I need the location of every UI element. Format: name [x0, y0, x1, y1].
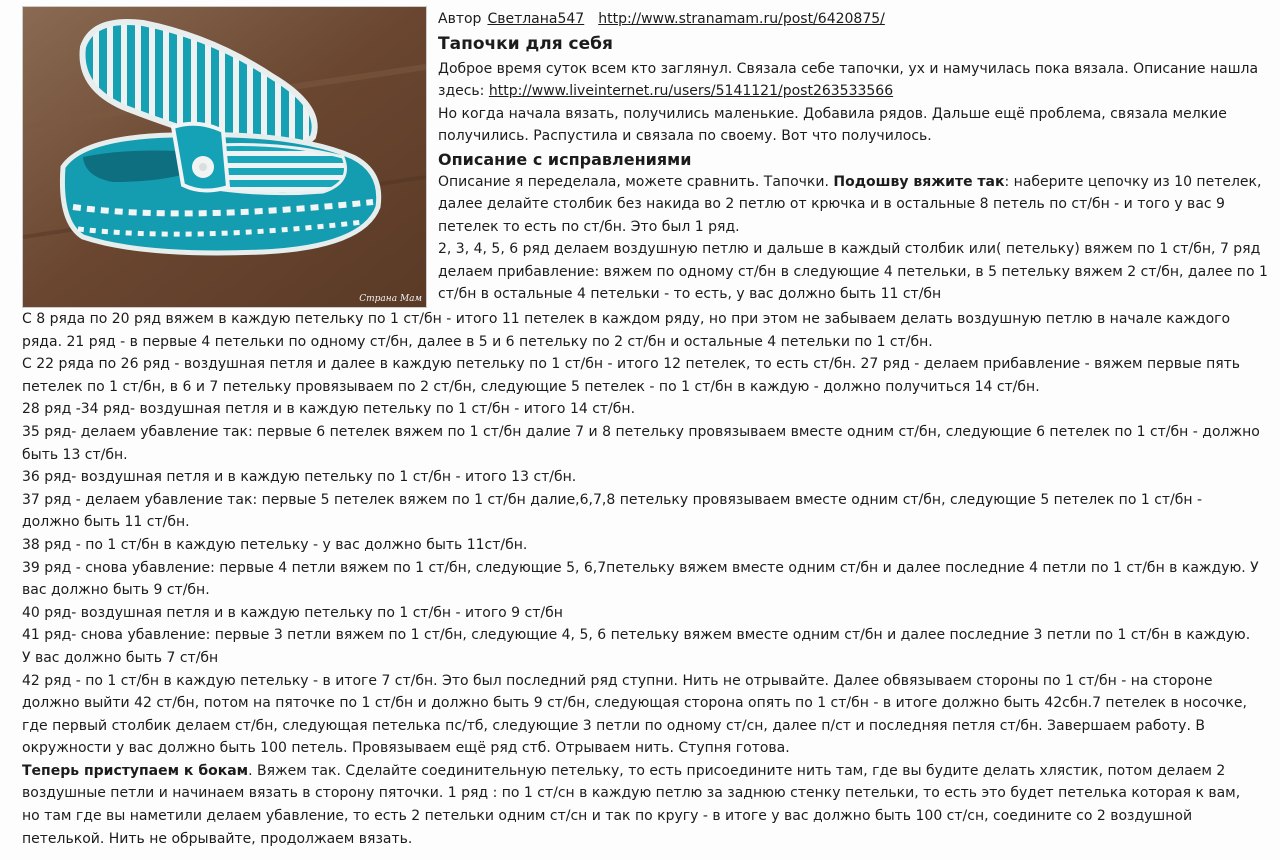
author-link[interactable]: Светлана547: [487, 11, 585, 27]
intro-paragraph: [438, 58, 1268, 103]
final-bold: Теперь приступаем к бокам: [22, 762, 249, 779]
row-paragraph: 36 ряд- воздушная петля и в каждую петельку по 1 ст/бн - итого 13 ст/бн.: [22, 469, 577, 486]
section-title: Описание с исправлениями: [438, 149, 692, 169]
row-paragraph: 28 ряд -34 ряд- воздушная петля и в каждую петельку по 1 ст/бн - итого 14 ст/бн.: [22, 401, 636, 418]
row-paragraph: 41 ряд- снова убавление: первые 3 петли вяжем по 1 ст/бн, следующие 4, 5, 6 петельку вяжем вместе одним ст/бн и далее последние 3 петли по 1 ст/бн в каждую. У вас должно быть 7 ст/бн: [22, 627, 1251, 666]
intro-paragraph-2: Но когда начала вязать, получились маленькие. Добавила рядов. Дальше ещё проблема, связала мелкие получились. Распустила и связала по своему. Вот что получилось.: [438, 105, 1227, 144]
final-paragraph: [22, 760, 1262, 850]
row-paragraph: 38 ряд - по 1 ст/бн в каждую петельку - у вас должно быть 11ст/бн.: [22, 536, 528, 553]
row-paragraph: 37 ряд - делаем убавление так: первые 5 петелек вяжем по 1 ст/бн далие,6,7,8 петельку провязываем вместе одним ст/бн, следующие 5 петелек по 1 ст/бн - должно быть 11 ст/бн.: [22, 491, 1203, 531]
row-paragraph: С 22 ряда по 26 ряд - воздушная петля и далее в каждую петельку по 1 ст/бн - итого 12 петелек, то есть ст/бн. 27 ряд - делаем прибавление - вяжем первые пять петелек по 1 ст/бн, в 6 и 7 петельку провязываем по 2 ст/бн, следующие 5 петелек - по 1 ст/бн в каждую - должно получиться 14 ст/бн.: [22, 356, 1241, 395]
source-link[interactable]: http://www.stranamam.ru/post/6420875/: [598, 11, 885, 27]
photo-watermark: Страна Мам: [359, 294, 422, 304]
pattern-source-link[interactable]: http://www.liveinternet.ru/users/5141121/post263533566: [488, 83, 894, 99]
intro-text: Доброе время суток всем кто заглянул. Связала себе тапочки, ух и намучилась пока вязала. Описание нашла здесь:: [438, 60, 1259, 99]
article-title: Тапочки для себя: [438, 33, 613, 54]
desc-text-2: : наберите цепочку из 10 петелек, далее делайте столбик без накида во 2 петлю от крючка и в остальные 8 петель по ст/бн - и того у вас 9 петелек то есть по ст/бн. Это был 1 ряд.: [438, 173, 1262, 235]
row-paragraph: 2, 3, 4, 5, 6 ряд делаем воздушную петлю и дальше в каждый столбик или( петельку) вяжем по 1 ст/бн, 7 ряд делаем прибавление: вяжем по одному ст/бн в следующие 4 петельки, в 5 петельку вяжем 2 ст/бн, далее по 1 ст/бн в остальные 4 петельки - то есть, у вас должно быть 11 ст/бн: [438, 241, 1268, 302]
row-paragraph: С 8 ряда по 20 ряд вяжем в каждую петельку по 1 ст/бн - итого 11 петелек в каждом ряду, но при этом не забываем делать воздушную петлю в начале каждого ряда. 21 ряд - в первые 4 петельки по одному ст/бн, далее в 5 и 6 петельку по 2 ст/бн и остальные 4 петельки по 1 ст/бн.: [22, 311, 1231, 350]
article-body: [22, 308, 1262, 850]
slippers-photo: [22, 6, 427, 308]
description-paragraph: [438, 171, 1268, 239]
row-paragraph: 40 ряд- воздушная петля и в каждую петельку по 1 ст/бн - итого 9 ст/бн: [22, 604, 563, 621]
author-label: Автор: [438, 11, 482, 27]
row-paragraph: 39 ряд - снова убавление: первые 4 петли вяжем по 1 ст/бн, следующие 5, 6,7петельку вяжем вместе одним ст/бн и далее последние 4 петли по 1 ст/бн в каждую. У вас должно быть 9 ст/бн.: [22, 559, 1259, 599]
desc-bold: Подошву вяжите так: [833, 173, 1005, 190]
row-paragraph: 35 ряд- делаем убавление так: первые 6 петелек вяжем по 1 ст/бн далие 7 и 8 петельку провязываем вместе одним ст/бн, следующие 6 петелек по 1 ст/бн - должно быть 13 ст/бн.: [22, 423, 1260, 463]
row-paragraph: 42 ряд - по 1 ст/бн в каждую петельку - в итоге 7 ст/бн. Это был последний ряд ступни. Нить не отрывайте. Далее обвязываем стороны по 1 ст/бн - на стороне должно выйти 42 ст/бн, потом на пяточке по 1 ст/бн и должно быть 9 ст/бн, следующая сторона опять по 1 ст/бн - в итоге должно быть 42сбн.7 петелек в носочке, где первый столбик делаем ст/бн, следующая петелька пс/тб, следующие 3 петли по одному ст/сн, далее п/ст и последняя петля ст/бн. Завершаем работу. В окружности у вас должно быть 100 петель. Провязываем ещё ряд стб. Отрываем нить. Ступня готова.: [22, 672, 1247, 757]
desc-text: Описание я переделала, можете сравнить. Тапочки.: [438, 173, 834, 190]
author-line: [438, 8, 1268, 31]
slippers-illustration: [23, 7, 426, 307]
article-header: [438, 8, 1268, 306]
final-text: . Вяжем так. Сделайте соединительную петельку, то есть присоедините нить там, где вы будите делать хлястик, потом делаем 2 воздушные петли и начинаем вязать в сторону пяточки. 1 ряд : по 1 ст/сн в каждую петлю за заднюю стенку петельки, то есть это будет петелька которая к вам, но там где вы наметили делаем убавление, то есть 2 петельки одним ст/сн и так по кругу - в итоге у вас должно быть 100 ст/сн, соедините со 2 воздушной петелькой. Нить не обрывайте, продолжаем вязать.: [22, 762, 1241, 847]
